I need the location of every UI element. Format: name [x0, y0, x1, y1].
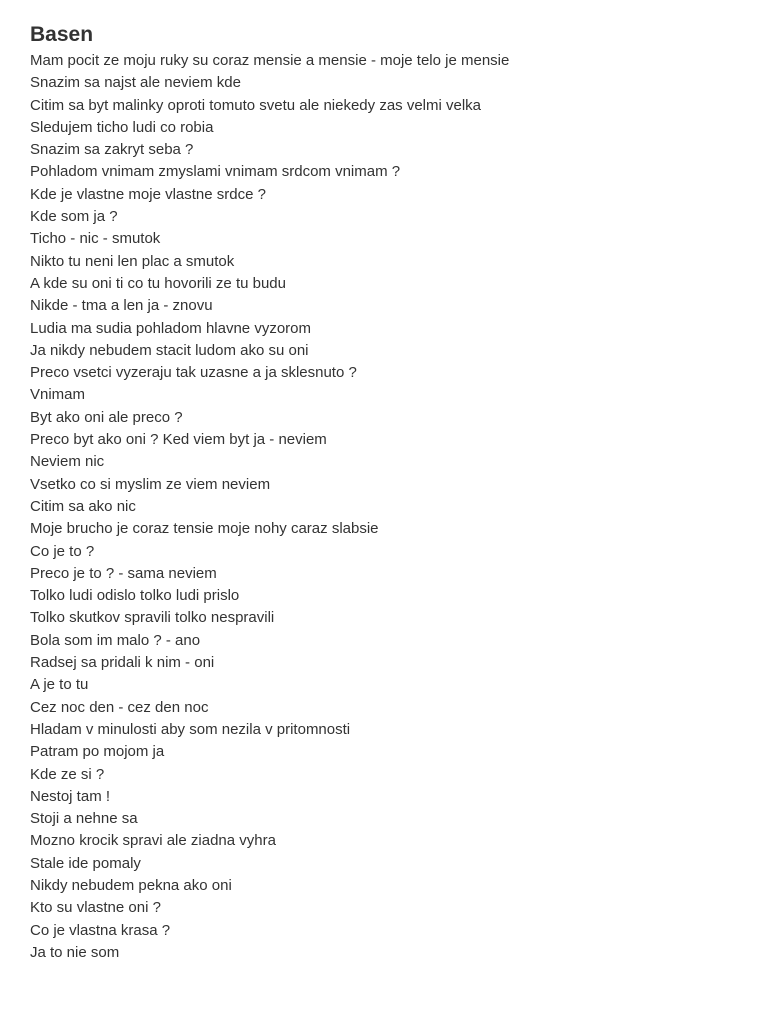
poem-line: Nikde - tma a len ja - znovu: [30, 297, 213, 315]
poem-line: A kde su oni ti co tu hovorili ze tu budu: [30, 274, 286, 292]
poem-line: Nestoj tam !: [30, 787, 111, 805]
poem-line: Bola som im malo ? - ano: [30, 631, 201, 649]
poem-line: Preco byt ako oni ? Ked viem byt ja - neviem: [30, 431, 327, 449]
poem-line: Sledujem ticho ludi co robia: [30, 118, 214, 136]
poem-line: Patram po mojom ja: [30, 743, 165, 761]
poem-line: Preco vsetci vyzeraju tak uzasne a ja sklesnuto ?: [30, 364, 357, 382]
poem-line: Nikto tu neni len plac a smutok: [30, 252, 235, 270]
poem-line: Vsetko co si myslim ze viem neviem: [30, 475, 271, 493]
poem-line: A je to tu: [30, 676, 89, 694]
poem-line: Co je to ?: [30, 542, 95, 560]
note-title: Basen: [30, 23, 94, 46]
poem-lines: [30, 50, 750, 964]
poem-line: Tolko ludi odislo tolko ludi prislo: [30, 587, 240, 605]
poem-line: Ludia ma sudia pohladom hlavne vyzorom: [30, 319, 311, 337]
poem-line: Cez noc den - cez den noc: [30, 698, 209, 716]
poem-line: Byt ako oni ale preco ?: [30, 408, 183, 426]
poem-line: Stale ide pomaly: [30, 854, 141, 872]
poem-line: Kde som ja ?: [30, 208, 118, 226]
poem-line: Mozno krocik spravi ale ziadna vyhra: [30, 832, 276, 850]
poem-line: Hladam v minulosti aby som nezila v pritomnosti: [30, 720, 351, 738]
poem-line: Snazim sa najst ale neviem kde: [30, 74, 241, 92]
poem-line: Radsej sa pridali k nim - oni: [30, 654, 215, 672]
poem-line: Ja to nie som: [30, 943, 120, 961]
poem-line: Mam pocit ze moju ruky su coraz mensie a mensie - moje telo je mensie: [30, 52, 510, 69]
poem-line: Stoji a nehne sa: [30, 810, 138, 828]
poem-line: Tolko skutkov spravili tolko nespravili: [30, 609, 275, 627]
poem-line: Kto su vlastne oni ?: [30, 899, 161, 917]
poem-line: Kde je vlastne moje vlastne srdce ?: [30, 185, 266, 203]
poem-line: Citim sa ako nic: [30, 497, 136, 515]
poem-line: Snazim sa zakryt seba ?: [30, 141, 194, 159]
poem-line: Moje brucho je coraz tensie moje nohy caraz slabsie: [30, 520, 379, 538]
note-body[interactable]: [30, 20, 750, 964]
poem-line: Neviem nic: [30, 453, 105, 471]
poem-line: Citim sa byt malinky oproti tomuto svetu ale niekedy zas velmi velka: [30, 96, 482, 114]
poem-line: Ticho - nic - smutok: [30, 230, 161, 248]
poem-line: Co je vlastna krasa ?: [30, 921, 171, 939]
poem-line: Ja nikdy nebudem stacit ludom ako su oni: [30, 341, 309, 359]
poem-line: Kde ze si ?: [30, 765, 105, 783]
poem-line: Preco je to ? - sama neviem: [30, 564, 217, 582]
poem-line: Vnimam: [30, 386, 86, 404]
poem-line: Nikdy nebudem pekna ako oni: [30, 876, 232, 894]
poem-line: Pohladom vnimam zmyslami vnimam srdcom vnimam ?: [30, 163, 401, 181]
